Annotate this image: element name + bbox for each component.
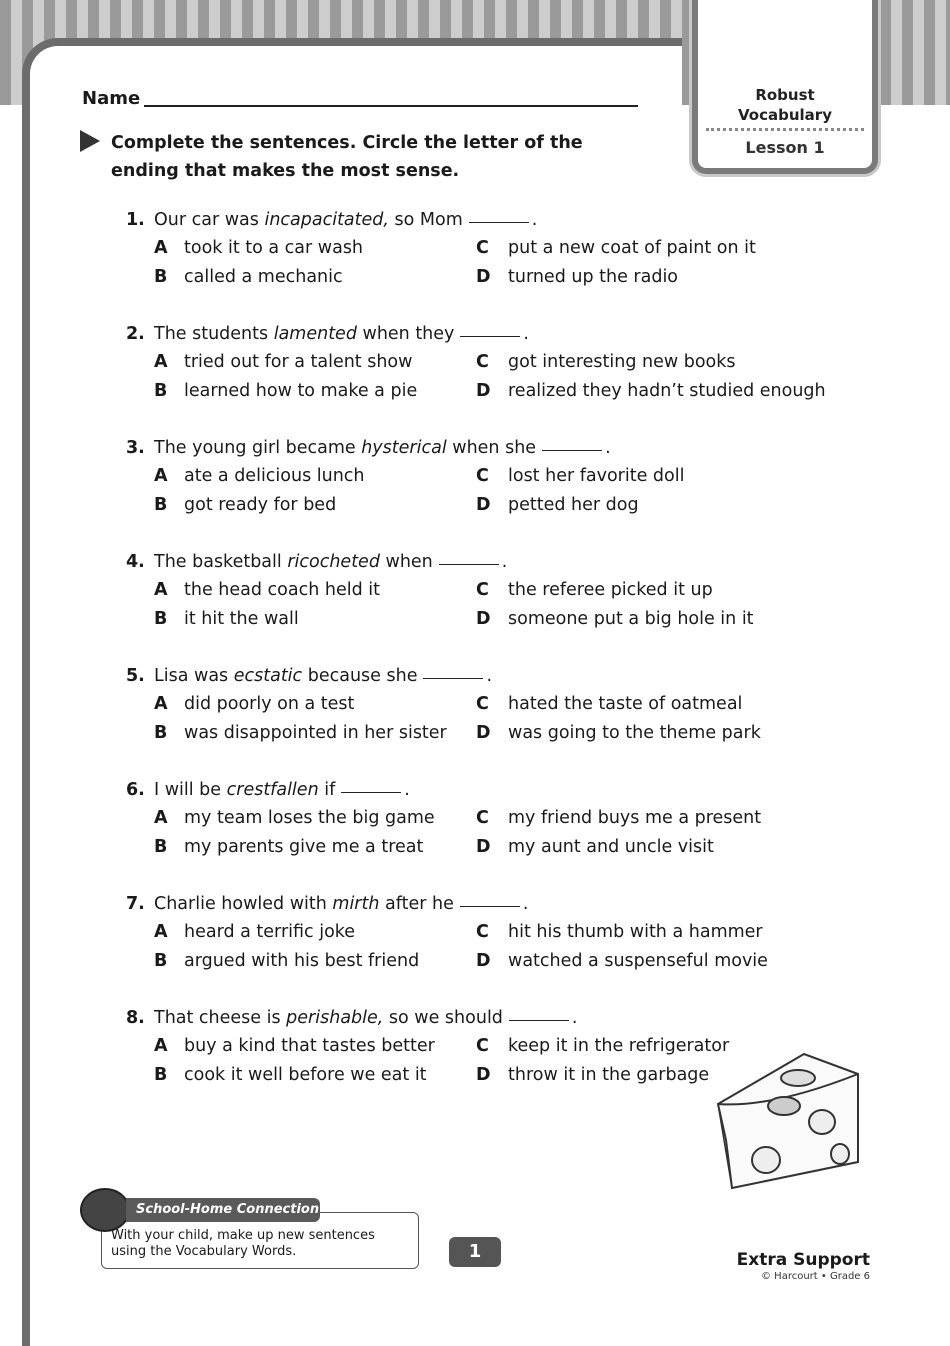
option-letter-a[interactable]: A (154, 580, 168, 600)
option-text-d: watched a suspenseful movie (508, 951, 768, 971)
vocabulary-word: incapacitated, (264, 210, 389, 230)
copyright: © Harcourt • Grade 6 (761, 1271, 870, 1282)
tab-title-line2: Vocabulary (738, 106, 832, 124)
option-text-c: keep it in the refrigerator (508, 1036, 730, 1056)
option-letter-d[interactable]: D (476, 951, 491, 971)
page-number: 1 (449, 1237, 501, 1267)
option-text-a: ate a delicious lunch (184, 466, 365, 486)
option-letter-c[interactable]: C (476, 352, 489, 372)
option-text-c: hit his thumb with a hammer (508, 922, 763, 942)
option-letter-d[interactable]: D (476, 837, 491, 857)
question-item (0, 780, 950, 876)
option-text-d: my aunt and uncle visit (508, 837, 714, 857)
option-letter-c[interactable]: C (476, 922, 489, 942)
question-stem: Lisa was ecstatic because she . (154, 666, 493, 686)
option-letter-c[interactable]: C (476, 466, 489, 486)
option-letter-b[interactable]: B (154, 267, 168, 287)
school-home-title: School-Home Connection (126, 1198, 320, 1222)
option-letter-a[interactable]: A (154, 238, 168, 258)
answer-blank (460, 906, 520, 907)
option-text-b: cook it well before we eat it (184, 1065, 427, 1085)
option-letter-c[interactable]: C (476, 580, 489, 600)
option-text-a: did poorly on a test (184, 694, 355, 714)
question-number: 7. (126, 894, 145, 914)
question-item (0, 324, 950, 420)
question-number: 8. (126, 1008, 145, 1028)
cheese-illustration (712, 1048, 864, 1194)
lesson-tab (692, 0, 878, 174)
option-letter-c[interactable]: C (476, 808, 489, 828)
option-text-a: my team loses the big game (184, 808, 435, 828)
option-letter-b[interactable]: B (154, 1065, 168, 1085)
option-letter-a[interactable]: A (154, 352, 168, 372)
answer-blank (542, 450, 602, 451)
option-text-b: argued with his best friend (184, 951, 420, 971)
question-number: 2. (126, 324, 145, 344)
option-text-c: the referee picked it up (508, 580, 713, 600)
name-label: Name (82, 88, 141, 109)
option-letter-d[interactable]: D (476, 609, 491, 629)
option-letter-c[interactable]: C (476, 1036, 489, 1056)
option-text-d: throw it in the garbage (508, 1065, 710, 1085)
tab-divider (706, 128, 864, 131)
option-text-a: took it to a car wash (184, 238, 364, 258)
vocabulary-word: perishable, (286, 1008, 384, 1028)
question-number: 5. (126, 666, 145, 686)
option-letter-d[interactable]: D (476, 723, 491, 743)
question-item (0, 438, 950, 534)
option-text-c: got interesting new books (508, 352, 736, 372)
option-text-d: someone put a big hole in it (508, 609, 754, 629)
option-letter-b[interactable]: B (154, 495, 168, 515)
option-letter-b[interactable]: B (154, 723, 168, 743)
option-letter-a[interactable]: A (154, 694, 168, 714)
option-letter-d[interactable]: D (476, 1065, 491, 1085)
option-text-a: heard a terrific joke (184, 922, 356, 942)
option-text-b: was disappointed in her sister (184, 723, 447, 743)
option-text-c: my friend buys me a present (508, 808, 762, 828)
bus-icon (80, 1188, 130, 1232)
tab-title-line1: Robust (755, 86, 815, 104)
option-text-d: petted her dog (508, 495, 639, 515)
option-text-a: buy a kind that tastes better (184, 1036, 435, 1056)
question-stem: I will be crestfallen if . (154, 780, 410, 800)
option-letter-d[interactable]: D (476, 267, 491, 287)
question-stem: Our car was incapacitated, so Mom . (154, 210, 538, 230)
option-letter-d[interactable]: D (476, 381, 491, 401)
answer-blank (423, 678, 483, 679)
option-letter-b[interactable]: B (154, 381, 168, 401)
option-letter-b[interactable]: B (154, 609, 168, 629)
option-letter-a[interactable]: A (154, 808, 168, 828)
option-letter-a[interactable]: A (154, 466, 168, 486)
answer-blank (460, 336, 520, 337)
vocabulary-word: ricocheted (287, 552, 380, 572)
option-text-b: got ready for bed (184, 495, 337, 515)
option-text-b: learned how to make a pie (184, 381, 418, 401)
option-letter-c[interactable]: C (476, 694, 489, 714)
arrow-icon (80, 130, 100, 152)
option-text-b: it hit the wall (184, 609, 299, 629)
question-item (0, 666, 950, 762)
option-text-b: my parents give me a treat (184, 837, 424, 857)
option-text-a: tried out for a talent show (184, 352, 413, 372)
option-text-a: the head coach held it (184, 580, 380, 600)
option-letter-a[interactable]: A (154, 1036, 168, 1056)
question-number: 4. (126, 552, 145, 572)
option-letter-b[interactable]: B (154, 837, 168, 857)
option-text-d: turned up the radio (508, 267, 679, 287)
extra-support-label: Extra Support (736, 1250, 870, 1270)
vocabulary-word: lamented (273, 324, 357, 344)
option-text-b: called a mechanic (184, 267, 343, 287)
vocabulary-word: hysterical (361, 438, 447, 458)
option-letter-d[interactable]: D (476, 495, 491, 515)
option-letter-b[interactable]: B (154, 951, 168, 971)
question-item (0, 894, 950, 990)
name-field-line[interactable] (144, 105, 638, 107)
vocabulary-word: ecstatic (233, 666, 303, 686)
question-item (0, 210, 950, 306)
question-number: 1. (126, 210, 145, 230)
answer-blank (439, 564, 499, 565)
answer-blank (509, 1020, 569, 1021)
question-stem: The students lamented when they . (154, 324, 529, 344)
instructions: Complete the sentences. Circle the letter of the ending that makes the most sense. (111, 133, 583, 181)
option-text-d: realized they hadn’t studied enough (508, 381, 826, 401)
answer-blank (341, 792, 401, 793)
question-number: 6. (126, 780, 145, 800)
option-letter-c[interactable]: C (476, 238, 489, 258)
option-text-d: was going to the theme park (508, 723, 761, 743)
vocabulary-word: mirth (332, 894, 380, 914)
option-text-c: hated the taste of oatmeal (508, 694, 743, 714)
option-text-c: put a new coat of paint on it (508, 238, 756, 258)
question-number: 3. (126, 438, 145, 458)
question-stem: Charlie howled with mirth after he . (154, 894, 529, 914)
option-letter-a[interactable]: A (154, 922, 168, 942)
question-stem: The basketball ricocheted when . (154, 552, 508, 572)
tab-lesson-label: Lesson 1 (745, 138, 825, 157)
question-stem: That cheese is perishable, so we should . (154, 1008, 578, 1028)
answer-blank (469, 222, 529, 223)
vocabulary-word: crestfallen (226, 780, 319, 800)
question-item (0, 552, 950, 648)
school-home-text: With your child, make up new sentences using the Vocabulary Words. (111, 1228, 375, 1259)
question-stem: The young girl became hysterical when she . (154, 438, 611, 458)
option-text-c: lost her favorite doll (508, 466, 685, 486)
